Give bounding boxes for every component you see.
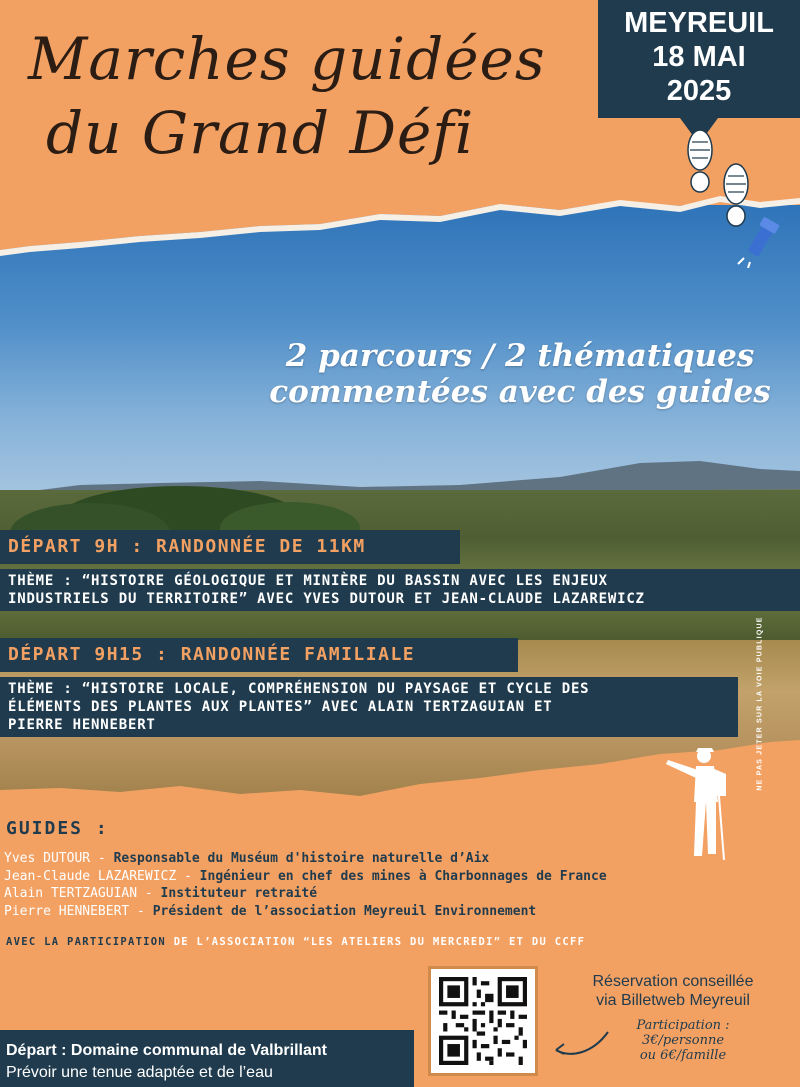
guide-role: Président de l’association Meyreuil Environnement (152, 903, 537, 919)
curved-arrow-icon (548, 1020, 612, 1060)
route-2-theme (0, 677, 738, 737)
route-2-theme-line-2: ÉLÉMENTS DES PLANTES AUX PLANTES” AVEC ALAIN TERTZAGUIAN ET (8, 699, 553, 715)
guides-title: GUIDES : (6, 818, 109, 839)
reservation-line-1: Réservation conseillée (592, 973, 754, 990)
price-info (618, 1018, 748, 1063)
title-line-2: du Grand Défi (46, 99, 475, 167)
subtitle (250, 338, 790, 410)
route-2-header: DÉPART 9H15 : RANDONNÉE FAMILIALE (0, 638, 518, 672)
reservation-info (548, 972, 798, 1010)
departure-advice: Prévoir une tenue adaptée et de l’eau (6, 1064, 273, 1081)
guide-name: Jean-Claude LAZAREWICZ - (4, 868, 192, 884)
hiker-icon (660, 744, 740, 864)
qr-code-pattern (439, 977, 527, 1065)
route-1-theme (0, 569, 800, 611)
route-2-theme-line-3: PIERRE HENNEBERT (8, 717, 156, 733)
route-2-theme-line-1: THÈME : “HISTOIRE LOCALE, COMPRÉHENSION DU PAYSAGE ET CYCLE DES (8, 681, 590, 697)
guide-name: Alain TERTZAGUIAN - (4, 886, 153, 901)
route-1-theme-line-1: THÈME : “HISTOIRE GÉOLOGIQUE ET MINIÈRE DU BASSIN AVEC LES ENJEUX (8, 573, 608, 589)
guides-list (4, 850, 800, 920)
reservation-line-2: via Billetweb Meyreuil (596, 992, 750, 1009)
guide-name: Pierre HENNEBERT - (4, 903, 145, 919)
guide-row (4, 903, 800, 921)
departure-place: Départ : Domaine communal de Valbrillant (6, 1042, 327, 1059)
banner-date: 18 MAI (652, 41, 746, 73)
flashlight-icon (736, 212, 786, 268)
guide-row (4, 885, 800, 903)
qr-code[interactable] (428, 966, 538, 1076)
banner-year: 2025 (666, 75, 732, 107)
price-line-2: 3€/personne (641, 1033, 725, 1048)
banner-place: MEYREUIL (624, 7, 774, 39)
subtitle-line-1: 2 parcours / 2 thématiques (285, 338, 755, 374)
participation-lead: AVEC LA PARTICIPATION (6, 936, 167, 948)
participation-rest: DE L’ASSOCIATION “LES ATELIERS DU MERCREDI” ET DU CCFF (173, 936, 586, 948)
guide-name: Yves DUTOUR - (4, 851, 106, 866)
title-line-1: Marches guidées (28, 25, 546, 93)
date-banner (598, 0, 800, 118)
guide-role: Ingénieur en chef des mines à Charbonnages de France (199, 868, 607, 884)
side-note-text: NE PAS JETER SUR LA VOIE PUBLIQUE (756, 616, 764, 791)
route-1-theme-line-2: INDUSTRIELS DU TERRITOIRE” AVEC YVES DUTOUR ET JEAN-CLAUDE LAZAREWICZ (8, 591, 645, 607)
departure-box (0, 1030, 414, 1087)
guide-row (4, 868, 800, 886)
guide-role: Instituteur retraité (160, 886, 318, 901)
guide-row (4, 850, 800, 868)
price-line-1: Participation : (636, 1018, 730, 1033)
poster-title (28, 22, 588, 170)
guide-role: Responsable du Muséum d'histoire naturelle d’Aix (113, 851, 490, 866)
subtitle-line-2: commentées avec des guides (269, 374, 771, 410)
price-line-3: ou 6€/famille (639, 1048, 727, 1063)
participation-note (6, 936, 585, 948)
route-1-header: DÉPART 9H : RANDONNÉE DE 11KM (0, 530, 460, 564)
side-note (750, 616, 770, 800)
